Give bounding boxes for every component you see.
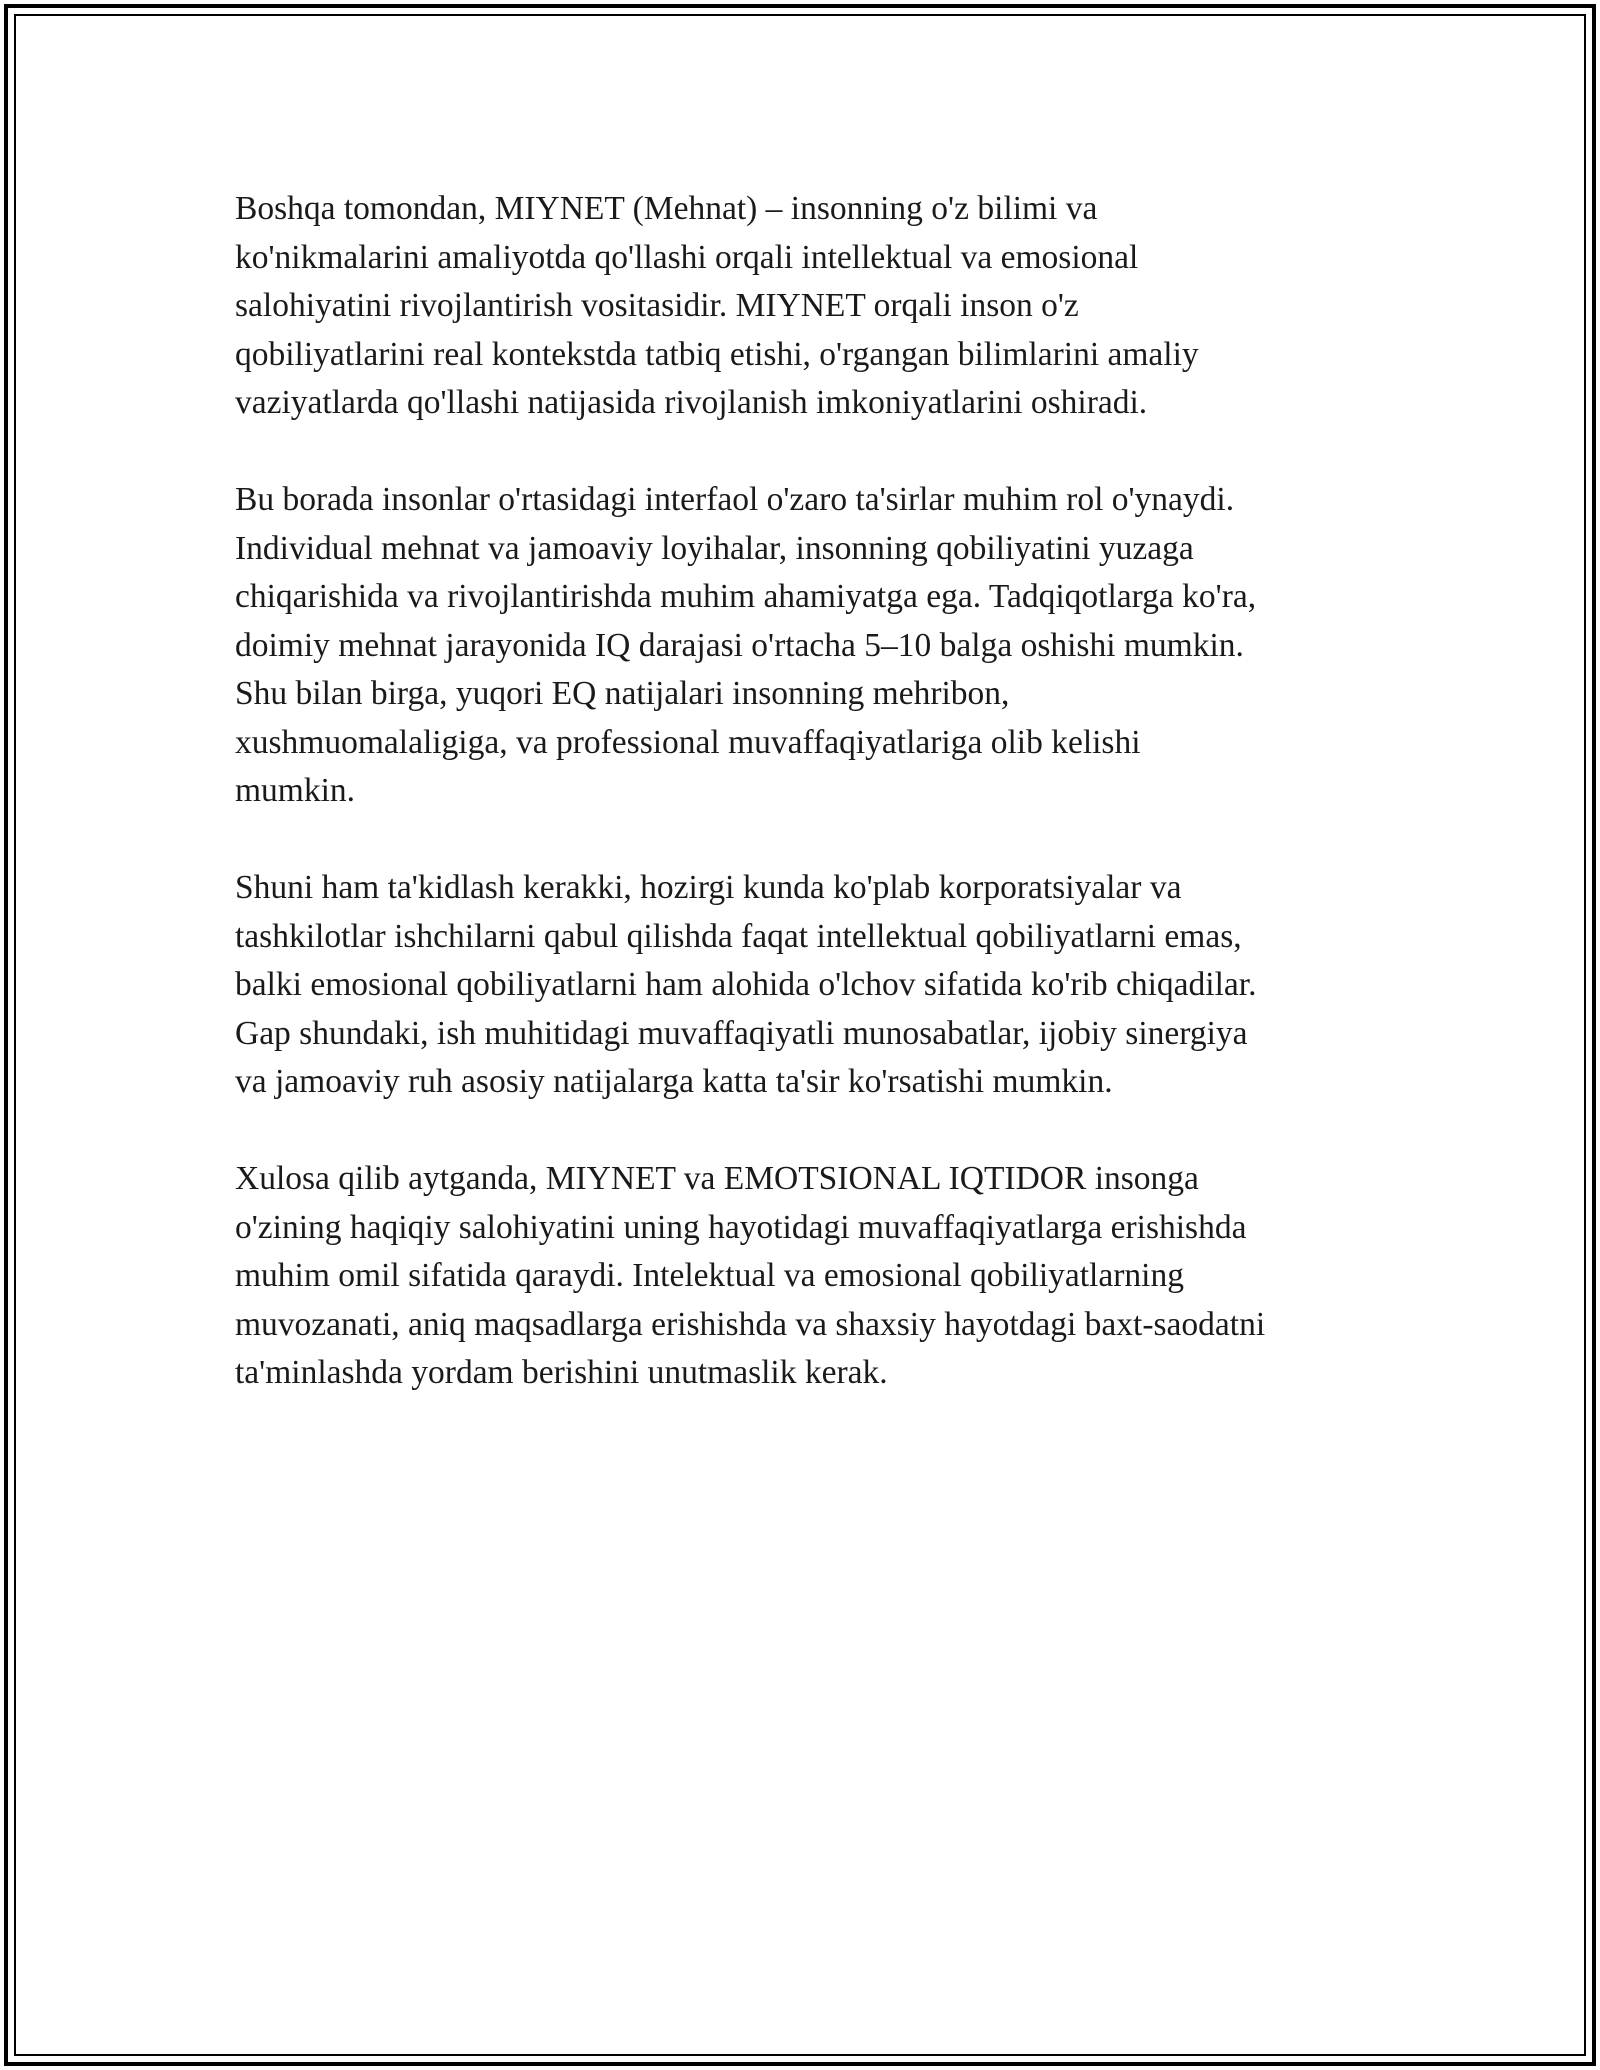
paragraph-4: [235, 1155, 1370, 1398]
text-line: qobiliyatlarini real kontekstda tatbiq etishi, o'rgangan bilimlarini amaliy: [235, 335, 1199, 373]
text-line: salohiyatini rivojlantirish vositasidir. MIYNET orqali inson o'z: [235, 287, 1079, 324]
text-line: Xulosa qilib aytganda, MIYNET va EMOTSIONAL IQTIDOR insonga: [235, 1160, 1199, 1197]
paragraph-2: [235, 476, 1370, 816]
paragraph-3: [235, 864, 1370, 1107]
text-line: muhim omil sifatida qaraydi. Intelektual va emosional qobiliyatlarning: [235, 1257, 1184, 1294]
document-body: [235, 185, 1370, 1446]
text-line: xushmuomalaligiga, va professional muvaffaqiyatlariga olib kelishi: [235, 723, 1141, 761]
text-line: vaziyatlarda qo'llashi natijasida rivojlanish imkoniyatlarini oshiradi.: [235, 384, 1148, 421]
text-line: va jamoaviy ruh asosiy natijalarga katta ta'sir ko'rsatishi mumkin.: [235, 1063, 1113, 1100]
text-line: chiqarishida va rivojlantirishda muhim ahamiyatga ega. Tadqiqotlarga ko'ra,: [235, 578, 1257, 615]
text-line: doimiy mehnat jarayonida IQ darajasi o'rtacha 5–10 balga oshishi mumkin.: [235, 626, 1244, 664]
text-line: Boshqa tomondan, MIYNET (Mehnat) – insonning o'z bilimi va: [235, 190, 1098, 227]
text-line: ta'minlashda yordam berishini unutmaslik kerak.: [235, 1354, 888, 1391]
paragraph-1: [235, 185, 1370, 428]
text-line: Individual mehnat va jamoaviy loyihalar, insonning qobiliyatini yuzaga: [235, 529, 1194, 567]
text-line: Shu bilan birga, yuqori EQ natijalari insonning mehribon,: [235, 675, 1010, 712]
text-line: Bu borada insonlar o'rtasidagi interfaol o'zaro ta'sirlar muhim rol o'ynaydi.: [235, 481, 1235, 518]
text-line: ko'nikmalarini amaliyotda qo'llashi orqali intellektual va emosional: [235, 238, 1139, 276]
text-line: mumkin.: [235, 772, 356, 809]
text-line: Gap shundaki, ish muhitidagi muvaffaqiyatli munosabatlar, ijobiy sinergiya: [235, 1014, 1248, 1052]
text-line: Shuni ham ta'kidlash kerakki, hozirgi kunda ko'plab korporatsiyalar va: [235, 869, 1182, 906]
text-line: muvozanati, aniq maqsadlarga erishishda va shaxsiy hayotdagi baxt-saodatni: [235, 1305, 1266, 1343]
text-line: balki emosional qobiliyatlarni ham alohida o'lchov sifatida ko'rib chiqadilar.: [235, 966, 1257, 1003]
text-line: tashkilotlar ishchilarni qabul qilishda faqat intellektual qobiliyatlarni emas,: [235, 917, 1242, 955]
text-line: o'zining haqiqiy salohiyatini uning hayotidagi muvaffaqiyatlarga erishishda: [235, 1208, 1247, 1246]
